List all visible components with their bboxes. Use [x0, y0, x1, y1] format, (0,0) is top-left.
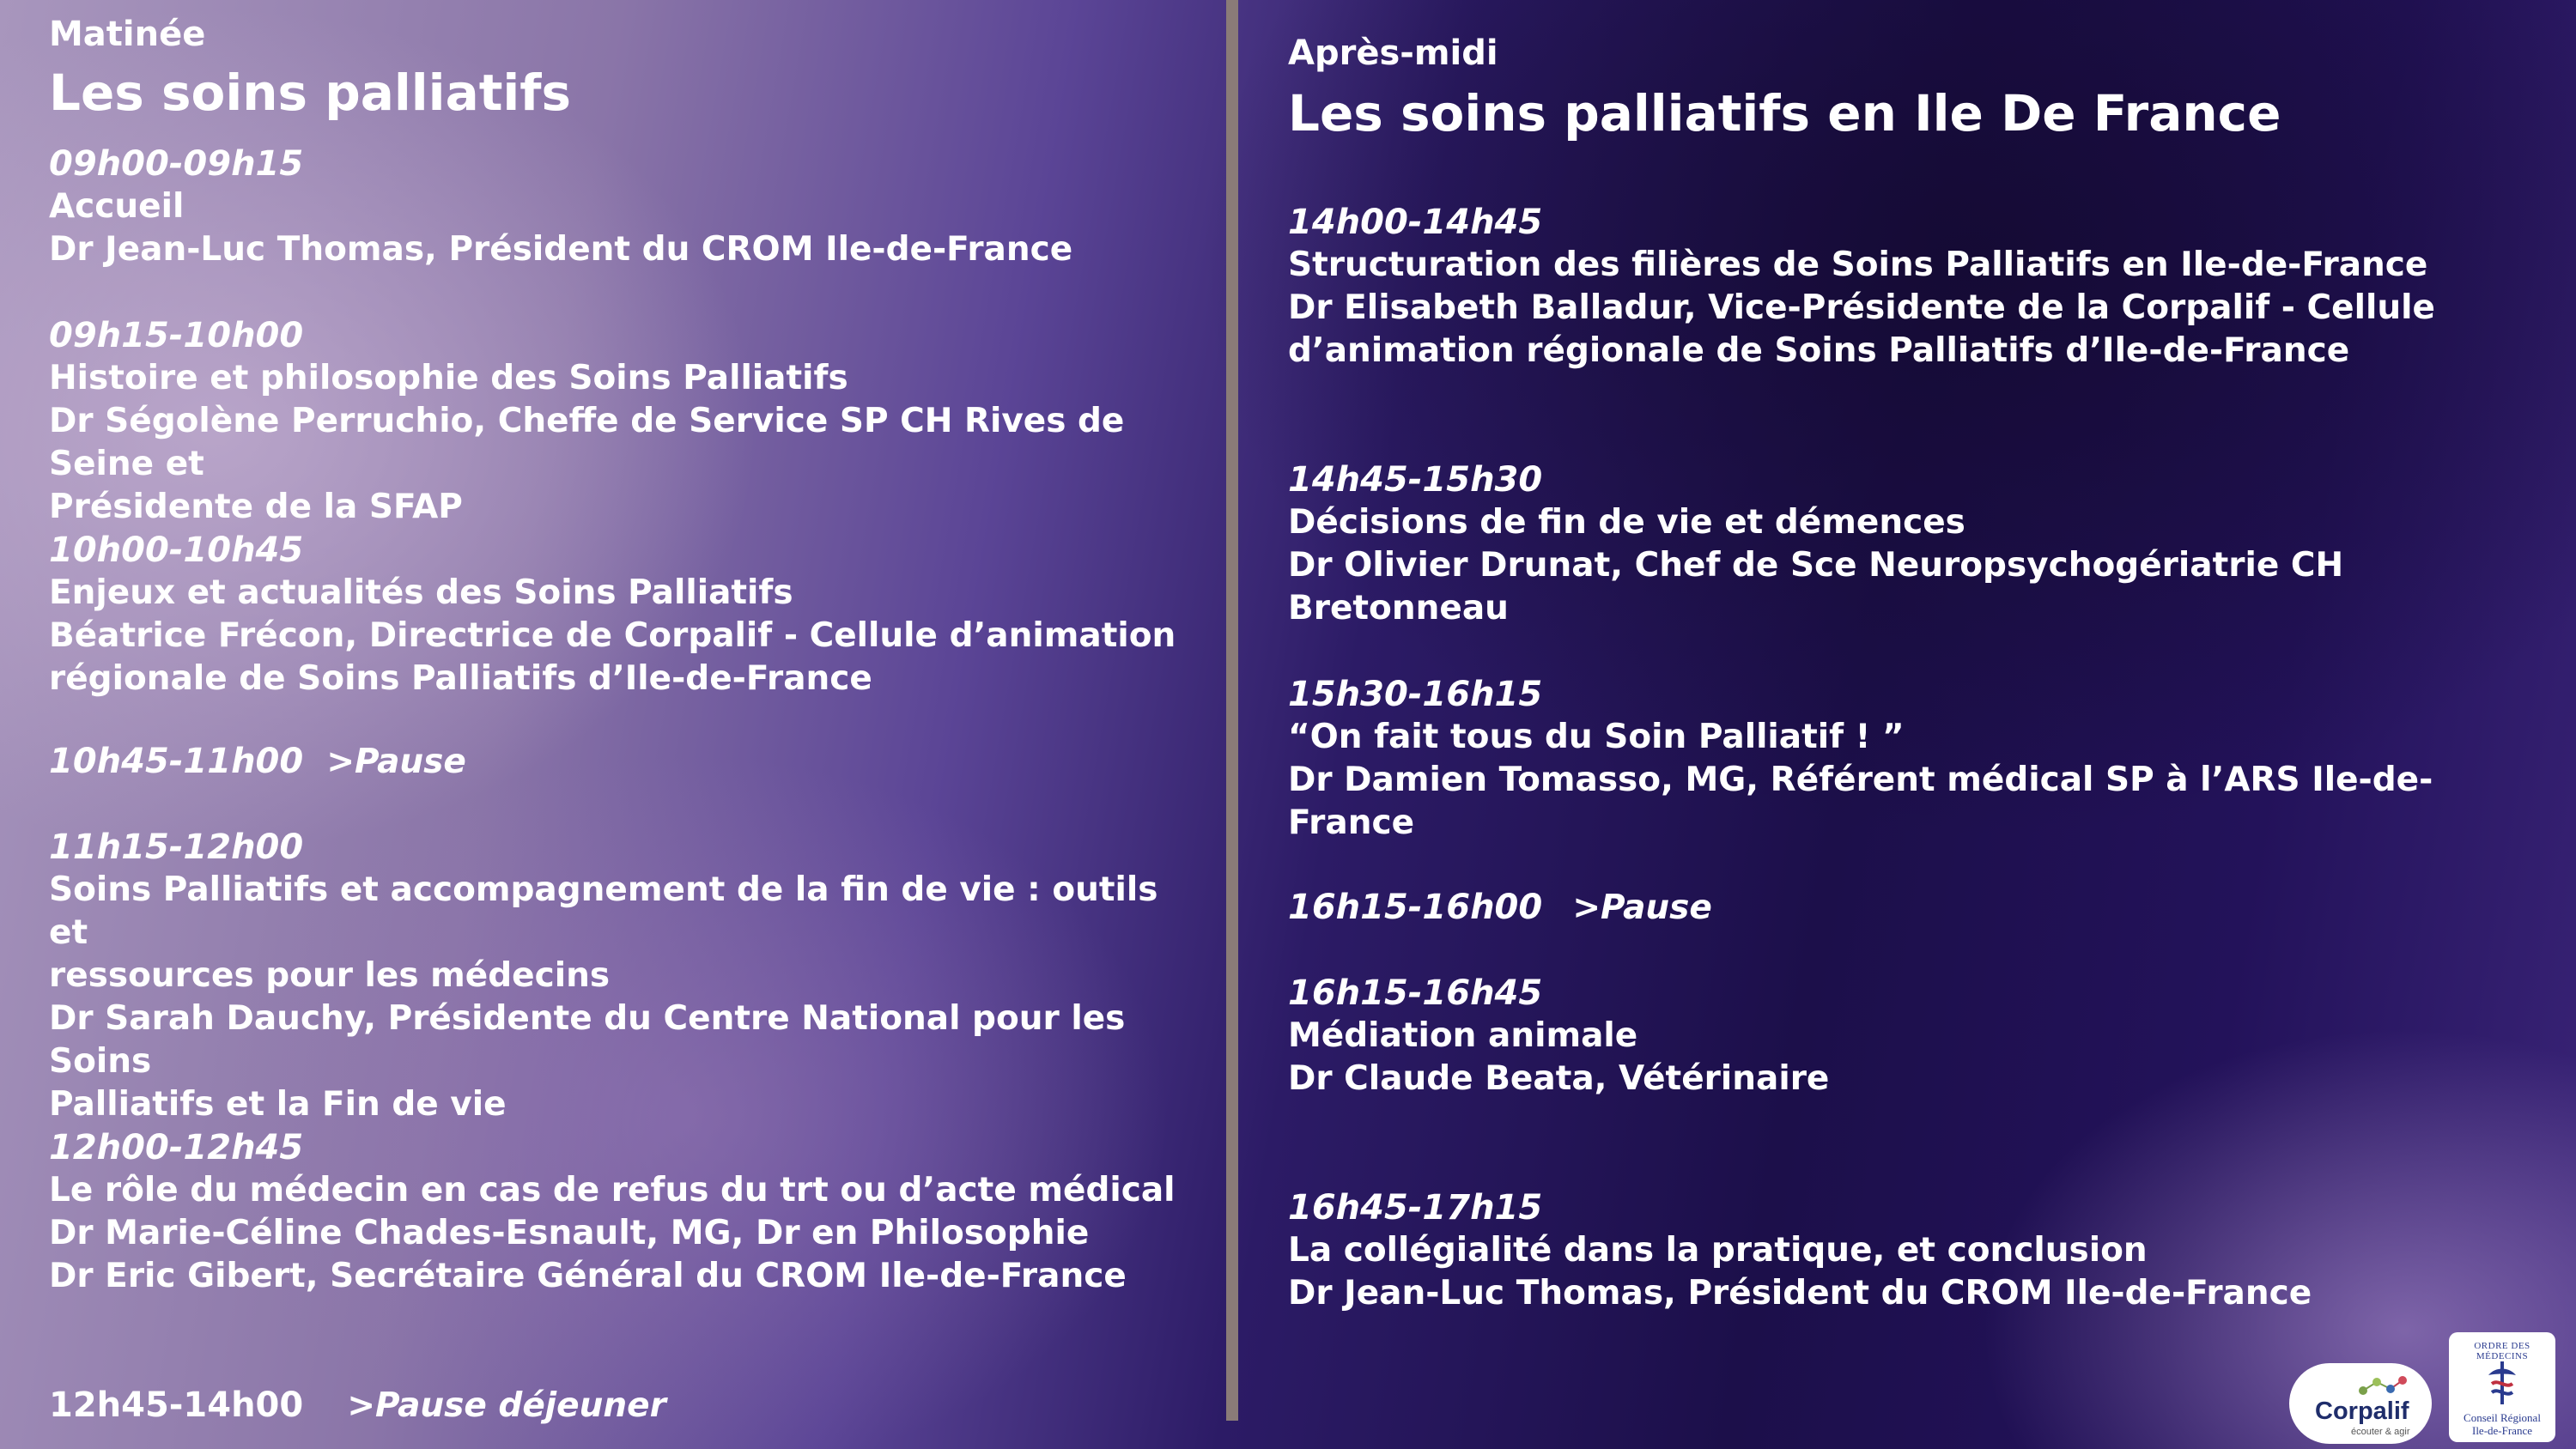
item-line: Dr Jean-Luc Thomas, Président du CROM Ile-de-France — [49, 230, 1073, 269]
program-item — [1288, 201, 2542, 373]
item-time: 15h30-16h15 — [1288, 675, 1543, 714]
item-time: 11h15-12h00 — [49, 828, 304, 867]
item-time: 09h15-10h00 — [49, 316, 304, 355]
item-line: Dr Jean-Luc Thomas, Président du CROM Ile-de-France — [1288, 1274, 2312, 1313]
program-item — [49, 142, 1200, 271]
ordre-medecins-logo — [2449, 1332, 2555, 1442]
item-time: 12h00-12h45 — [49, 1128, 304, 1167]
item-line: Histoire et philosophie des Soins Palliatifs — [49, 359, 848, 397]
corpalif-tagline: écouter & agir — [2351, 1427, 2410, 1437]
item-line: Soins Palliatifs et accompagnement de la fin de vie : outils et — [49, 870, 1158, 952]
item-line: régionale de Soins Palliatifs d’Ile-de-France — [49, 659, 872, 698]
item-line: “On fait tous du Soin Palliatif ! ” — [1288, 718, 1905, 756]
pause-item — [49, 740, 1200, 784]
item-time: 14h45-15h30 — [1288, 460, 1543, 500]
item-line: Présidente de la SFAP — [49, 488, 463, 526]
program-item — [1288, 972, 2542, 1100]
program-item — [1288, 1186, 2542, 1315]
item-line: d’animation régionale de Soins Palliatifs d’Ile-de-France — [1288, 331, 2350, 370]
program-item — [49, 826, 1200, 1126]
item-line: Enjeux et actualités des Soins Palliatifs — [49, 573, 793, 612]
pause-label: >Pause — [326, 743, 466, 781]
item-line: Dr Marie-Céline Chades-Esnault, MG, Dr en Philosophie — [49, 1214, 1090, 1252]
ordre-top-text: ORDRE DES MÉDECINS — [2474, 1341, 2530, 1361]
program-item — [49, 314, 1200, 529]
item-line: La collégialité dans la pratique, et conclusion — [1288, 1231, 2148, 1270]
molecule-icon — [2356, 1375, 2408, 1397]
morning-title: Les soins palliatifs — [49, 64, 572, 122]
item-time: 09h00-09h15 — [49, 144, 304, 184]
item-time: 10h45-11h00 — [49, 742, 304, 781]
item-line: Dr Claude Beata, Vétérinaire — [1288, 1059, 1830, 1098]
item-line: ressources pour les médecins — [49, 956, 611, 995]
item-line: Accueil — [49, 187, 185, 226]
morning-label: Matinée — [49, 15, 206, 54]
corpalif-logo — [2289, 1363, 2432, 1444]
pause-label: >Pause — [1572, 888, 1712, 927]
program-item — [1288, 458, 2542, 630]
program-item — [49, 1126, 1200, 1298]
item-line: Dr Damien Tomasso, MG, Référent médical SP à l’ARS Ile-de-France — [1288, 761, 2433, 842]
item-line: Palliatifs et la Fin de vie — [49, 1085, 507, 1124]
afternoon-label: Après-midi — [1288, 33, 1498, 73]
item-line: Béatrice Frécon, Directrice de Corpalif - Cellule d’animation — [49, 616, 1176, 655]
ordre-bottom-text: Conseil Régional Ile-de-France — [2464, 1411, 2541, 1437]
item-line: Décisions de fin de vie et démences — [1288, 503, 1965, 542]
pause-item — [1288, 886, 2542, 930]
afternoon-title: Les soins palliatifs en Ile De France — [1288, 84, 2281, 142]
item-time: 16h45-17h15 — [1288, 1188, 1543, 1228]
caduceus-icon — [2483, 1358, 2521, 1406]
program-item — [49, 529, 1200, 700]
pause-item — [49, 1384, 1200, 1428]
item-time: 10h00-10h45 — [49, 530, 304, 570]
item-line: Le rôle du médecin en cas de refus du trt ou d’acte médical — [49, 1171, 1176, 1210]
corpalif-name: Corpalif — [2315, 1397, 2409, 1425]
item-time: 16h15-16h00 — [1288, 888, 1543, 927]
item-line: Dr Olivier Drunat, Chef de Sce Neuropsychogériatrie CH Bretonneau — [1288, 546, 2344, 627]
item-time: 14h00-14h45 — [1288, 203, 1543, 242]
item-line: Médiation animale — [1288, 1016, 1638, 1055]
item-line: Dr Eric Gibert, Secrétaire Général du CROM Ile-de-France — [49, 1257, 1127, 1295]
item-line: Dr Sarah Dauchy, Présidente du Centre National pour les Soins — [49, 999, 1126, 1081]
item-time: 12h45-14h00 — [49, 1385, 304, 1425]
item-line: Dr Elisabeth Balladur, Vice-Présidente de la Corpalif - Cellule — [1288, 288, 2435, 327]
item-line: Structuration des filières de Soins Palliatifs en Ile-de-France — [1288, 246, 2428, 284]
program-item — [1288, 673, 2542, 845]
column-divider — [1226, 0, 1238, 1421]
pause-label: >Pause déjeuner — [347, 1386, 666, 1425]
item-time: 16h15-16h45 — [1288, 973, 1543, 1013]
item-line: Dr Ségolène Perruchio, Cheffe de Service SP CH Rives de Seine et — [49, 402, 1125, 483]
